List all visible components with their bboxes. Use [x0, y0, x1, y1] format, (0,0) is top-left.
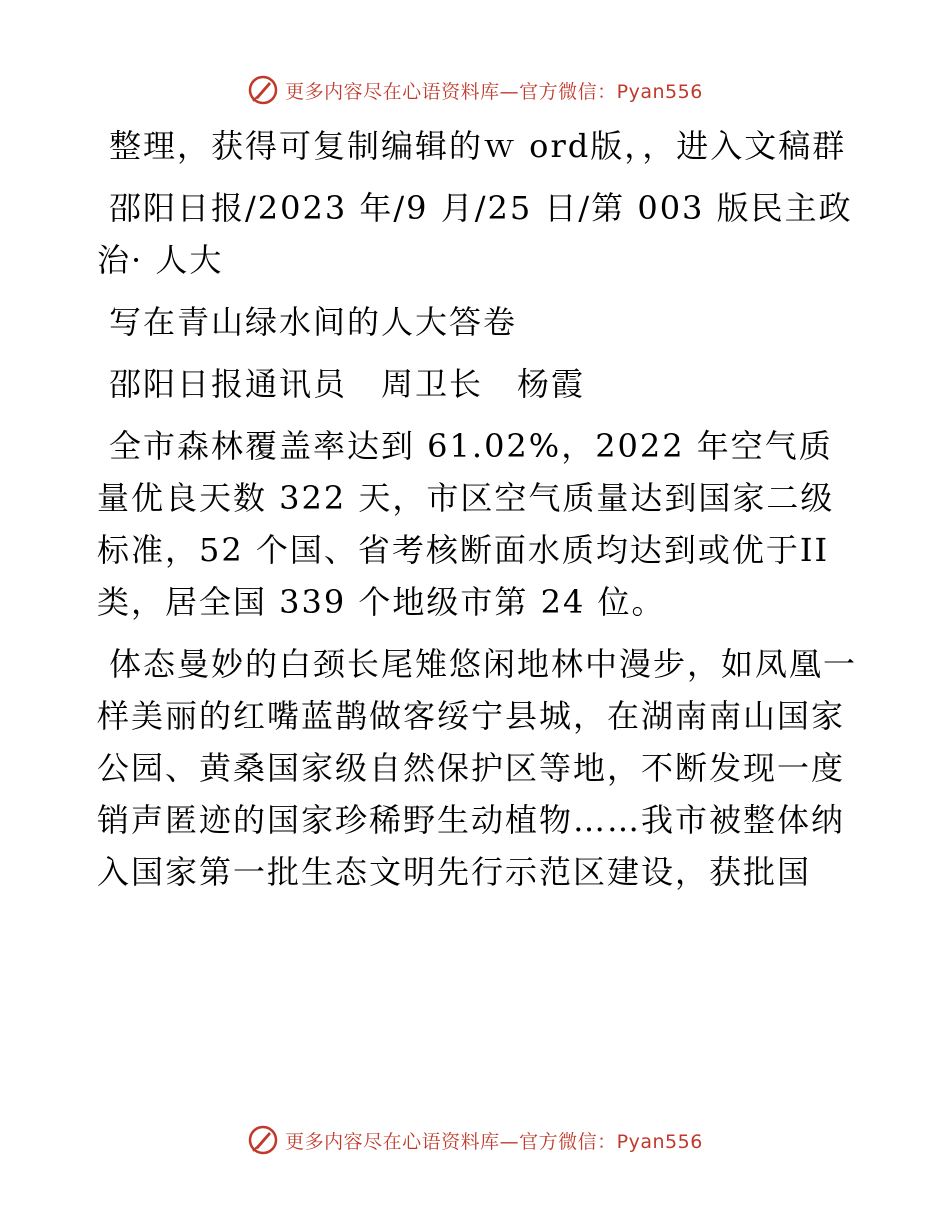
- paragraph-body-1: 全市森林覆盖率达到 61.02%，2022 年空气质量优良天数 322 天，市区空气质量达到国家二级标准，52 个国、省考核断面水质均达到或优于II类，居全国 339 个地级市第 24 位。: [97, 427, 835, 621]
- article-title: 写在青山绿水间的人大答卷: [109, 303, 518, 341]
- article-byline: 邵阳日报通讯员 周卫长 杨霞: [109, 365, 586, 403]
- header-banner: [0, 70, 950, 110]
- feather-pen-logo-icon: [247, 1124, 279, 1156]
- feather-pen-logo-icon: [247, 74, 279, 106]
- footer-banner: [0, 1120, 950, 1160]
- paragraph-body-2: 体态曼妙的白颈长尾雉悠闲地林中漫步，如凤凰一样美丽的红嘴蓝鹊做客绥宁县城，在湖南南山国家公园、黄桑国家级自然保护区等地，不断发现一度销声匿迹的国家珍稀野生动植物……我市被整体纳入国家第一批生态文明先行示范区建设，获批国: [97, 645, 858, 891]
- paragraph-source: 邵阳日报/2023 年/9 月/25 日/第 003 版民主政治· 人大: [97, 189, 853, 279]
- footer-banner-text: 更多内容尽在心语资料库—官方微信：Pyan556: [285, 1130, 703, 1153]
- header-banner-text: 更多内容尽在心语资料库—官方微信：Pyan556: [285, 80, 703, 103]
- document-body: [97, 120, 857, 908]
- paragraph-intro: 整理，获得可复制编辑的ｗ ord版，，进入文稿群: [109, 127, 847, 165]
